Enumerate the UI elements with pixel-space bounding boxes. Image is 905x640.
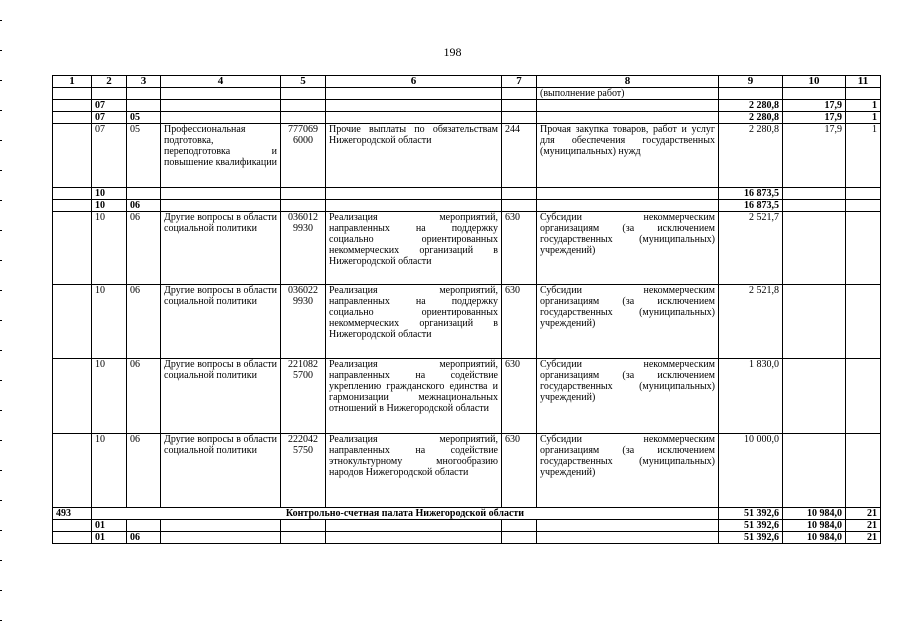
table-cell — [719, 88, 783, 100]
table-cell: 51 392,6 — [719, 532, 783, 544]
table-cell — [783, 359, 846, 434]
table-cell: 2 521,7 — [719, 212, 783, 285]
header-cell: 4 — [161, 76, 281, 88]
table-cell: 10 — [92, 212, 127, 285]
table-cell — [281, 88, 326, 100]
table-cell: 07 — [92, 112, 127, 124]
table-cell: 630 — [502, 359, 537, 434]
table-row — [53, 200, 881, 212]
table-cell — [502, 200, 537, 212]
table-cell — [846, 285, 881, 359]
table-cell — [846, 88, 881, 100]
table-cell — [161, 200, 281, 212]
table-cell: 01 — [92, 520, 127, 532]
header-cell: 8 — [537, 76, 719, 88]
table-cell — [281, 188, 326, 200]
table-cell: Другие вопросы в области социальной политики — [161, 285, 281, 359]
table-cell: 10 984,0 — [783, 532, 846, 544]
binding-marks — [0, 0, 3, 640]
table-cell — [53, 124, 92, 188]
table-cell: 17,9 — [783, 100, 846, 112]
table-cell: 1 — [846, 100, 881, 112]
table-cell: 06 — [127, 434, 161, 508]
table-cell: 05 — [127, 112, 161, 124]
table-cell: 221082 5700 — [281, 359, 326, 434]
table-row — [53, 112, 881, 124]
table-cell: 51 392,6 — [719, 520, 783, 532]
table-cell — [161, 520, 281, 532]
header-cell: 9 — [719, 76, 783, 88]
table-cell — [53, 532, 92, 544]
table-row — [53, 285, 881, 359]
table-cell: 036022 9930 — [281, 285, 326, 359]
table-cell — [783, 188, 846, 200]
table-cell — [783, 212, 846, 285]
table-cell: 630 — [502, 285, 537, 359]
table-cell — [53, 200, 92, 212]
header-cell: 7 — [502, 76, 537, 88]
table-cell: Реализация мероприятий, направленных на содействие этнокультурному многообразию народов Нижегородской области — [326, 434, 502, 508]
table-cell: 1 — [846, 124, 881, 188]
table-cell — [281, 532, 326, 544]
table-cell: 21 — [846, 520, 881, 532]
table-cell: 06 — [127, 212, 161, 285]
table-cell: Реализация мероприятий, направленных на поддержку социально ориентированных некоммерческих организаций в Нижегородской области — [326, 285, 502, 359]
table-cell: 036012 9930 — [281, 212, 326, 285]
table-cell: 10 — [92, 359, 127, 434]
table-cell — [783, 434, 846, 508]
table-cell — [502, 100, 537, 112]
table-cell — [161, 532, 281, 544]
table-cell: Субсидии некоммерческим организациям (за исключением государственных (муниципальных) учреждений) — [537, 285, 719, 359]
table-cell: (выполнение работ) — [537, 88, 719, 100]
table-row — [53, 520, 881, 532]
table-row — [53, 188, 881, 200]
table-cell: 777069 6000 — [281, 124, 326, 188]
table-cell — [127, 520, 161, 532]
table-cell: Реализация мероприятий, направленных на содействие укреплению гражданского единства и гармонизации межнациональных отношений в Нижегородской области — [326, 359, 502, 434]
table-cell — [783, 200, 846, 212]
table-cell — [127, 88, 161, 100]
table-cell — [326, 188, 502, 200]
table-cell: 07 — [92, 124, 127, 188]
table-cell — [846, 200, 881, 212]
table-cell — [161, 88, 281, 100]
table-cell: 21 — [846, 508, 881, 520]
table-cell — [846, 434, 881, 508]
table-cell — [537, 200, 719, 212]
table-cell — [161, 188, 281, 200]
table-cell — [326, 88, 502, 100]
table-row — [53, 124, 881, 188]
table-cell: 16 873,5 — [719, 200, 783, 212]
table-cell — [161, 100, 281, 112]
table-cell: Прочие выплаты по обязательствам Нижегородской области — [326, 124, 502, 188]
budget-table — [52, 75, 881, 544]
table-cell — [502, 88, 537, 100]
table-cell: 06 — [127, 200, 161, 212]
table-cell — [537, 520, 719, 532]
table-cell: Субсидии некоммерческим организациям (за исключением государственных (муниципальных) учреждений) — [537, 359, 719, 434]
table-cell: 17,9 — [783, 124, 846, 188]
table-cell — [537, 532, 719, 544]
table-cell: Реализация мероприятий, направленных на поддержку социально ориентированных некоммерческих организаций в Нижегородской области — [326, 212, 502, 285]
table-row — [53, 100, 881, 112]
table-cell — [502, 112, 537, 124]
table-cell: 21 — [846, 532, 881, 544]
table-cell — [846, 188, 881, 200]
table-cell: 06 — [127, 359, 161, 434]
table-cell — [846, 359, 881, 434]
table-cell — [53, 520, 92, 532]
table-cell — [281, 520, 326, 532]
table-cell: 10 — [92, 285, 127, 359]
table-cell: 244 — [502, 124, 537, 188]
table-cell — [502, 188, 537, 200]
page-number: 198 — [443, 45, 462, 59]
table-row — [53, 434, 881, 508]
table-cell: 51 392,6 — [719, 508, 783, 520]
table-cell — [53, 188, 92, 200]
table-cell: 493 — [53, 508, 92, 520]
table-cell — [53, 212, 92, 285]
table-cell: 10 000,0 — [719, 434, 783, 508]
table-cell — [281, 112, 326, 124]
table-cell: Другие вопросы в области социальной политики — [161, 212, 281, 285]
table-cell: Прочая закупка товаров, работ и услуг для обеспечения государственных (муниципальных) нужд — [537, 124, 719, 188]
header-cell: 10 — [783, 76, 846, 88]
table-cell: 10 984,0 — [783, 520, 846, 532]
table-cell — [161, 112, 281, 124]
table-cell — [53, 112, 92, 124]
table-cell: 07 — [92, 100, 127, 112]
table-row — [53, 212, 881, 285]
table-cell: Субсидии некоммерческим организациям (за исключением государственных (муниципальных) учреждений) — [537, 212, 719, 285]
table-cell — [502, 520, 537, 532]
table-cell: 1 — [846, 112, 881, 124]
table-cell — [537, 188, 719, 200]
table-cell — [783, 88, 846, 100]
table-cell: Профессиональная подготовка, переподготовка и повышение квалификации — [161, 124, 281, 188]
table-cell — [281, 200, 326, 212]
table-cell — [53, 285, 92, 359]
table-cell — [127, 188, 161, 200]
table-cell — [326, 112, 502, 124]
table-cell: 17,9 — [783, 112, 846, 124]
header-cell: 2 — [92, 76, 127, 88]
table-cell — [53, 88, 92, 100]
header-cell: 1 — [53, 76, 92, 88]
table-row — [53, 88, 881, 100]
table-cell: 06 — [127, 285, 161, 359]
table-row — [53, 508, 881, 520]
table-cell: Другие вопросы в области социальной политики — [161, 434, 281, 508]
table-cell — [281, 100, 326, 112]
header-cell: 6 — [326, 76, 502, 88]
table-cell: 10 — [92, 188, 127, 200]
table-cell: 06 — [127, 532, 161, 544]
table-cell — [846, 212, 881, 285]
table-header-row — [53, 76, 881, 88]
table-row — [53, 532, 881, 544]
table-cell: 10 — [92, 434, 127, 508]
header-cell: 3 — [127, 76, 161, 88]
table-cell: 2 280,8 — [719, 112, 783, 124]
table-cell — [502, 532, 537, 544]
table-cell — [537, 100, 719, 112]
table-cell: 630 — [502, 212, 537, 285]
table-cell — [326, 532, 502, 544]
table-cell: 05 — [127, 124, 161, 188]
table-cell: 222042 5750 — [281, 434, 326, 508]
table-cell: 2 280,8 — [719, 100, 783, 112]
table-cell: 10 984,0 — [783, 508, 846, 520]
table-cell: Субсидии некоммерческим организациям (за исключением государственных (муниципальных) учреждений) — [537, 434, 719, 508]
table-cell: Другие вопросы в области социальной политики — [161, 359, 281, 434]
table-row — [53, 359, 881, 434]
header-cell: 5 — [281, 76, 326, 88]
table-cell — [127, 100, 161, 112]
table-cell: 16 873,5 — [719, 188, 783, 200]
table-cell — [53, 100, 92, 112]
table-cell — [783, 285, 846, 359]
table-cell — [537, 112, 719, 124]
table-cell: 630 — [502, 434, 537, 508]
table-cell: Контрольно-счетная палата Нижегородской области — [92, 508, 719, 520]
table-cell: 1 830,0 — [719, 359, 783, 434]
table-cell — [92, 88, 127, 100]
header-cell: 11 — [846, 76, 881, 88]
table-cell: 10 — [92, 200, 127, 212]
table-cell — [326, 520, 502, 532]
table-cell — [326, 100, 502, 112]
table-cell: 2 521,8 — [719, 285, 783, 359]
table-cell — [53, 434, 92, 508]
table-cell: 2 280,8 — [719, 124, 783, 188]
table-cell: 01 — [92, 532, 127, 544]
table-cell — [326, 200, 502, 212]
table-cell — [53, 359, 92, 434]
